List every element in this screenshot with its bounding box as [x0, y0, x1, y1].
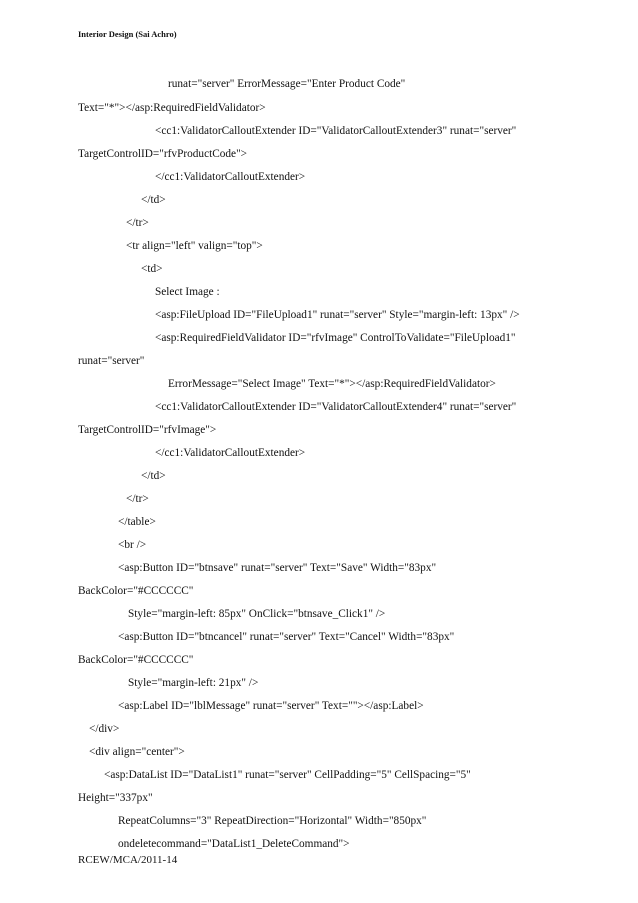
code-line: <asp:FileUpload ID="FileUpload1" runat="server" Style="margin-left: 13px" />: [155, 309, 520, 321]
code-line: RepeatColumns="3" RepeatDirection="Horizontal" Width="850px": [118, 815, 427, 827]
code-line: <cc1:ValidatorCalloutExtender ID="ValidatorCalloutExtender4" runat="server": [155, 401, 517, 413]
code-line: </td>: [141, 194, 166, 206]
code-listing: [78, 0, 598, 903]
code-line: </cc1:ValidatorCalloutExtender>: [155, 171, 306, 183]
code-line: runat="server": [78, 355, 145, 367]
code-line: <td>: [141, 263, 163, 275]
page-footer: RCEW/MCA/2011-14: [78, 854, 178, 866]
code-line: </table>: [118, 516, 156, 528]
code-line: <asp:Button ID="btncancel" runat="server" Text="Cancel" Width="83px": [118, 631, 455, 643]
code-line: Select Image :: [155, 286, 220, 298]
code-line: </tr>: [126, 217, 149, 229]
code-line: Style="margin-left: 85px" OnClick="btnsave_Click1" />: [128, 608, 386, 620]
code-line: <div align="center">: [89, 746, 185, 758]
code-line: TargetControlID="rfvProductCode">: [78, 148, 248, 160]
code-line: ErrorMessage="Select Image" Text="*"></asp:RequiredFieldValidator>: [168, 378, 496, 390]
code-line: <asp:RequiredFieldValidator ID="rfvImage" ControlToValidate="FileUpload1": [155, 332, 516, 344]
code-line: <cc1:ValidatorCalloutExtender ID="ValidatorCalloutExtender3" runat="server": [155, 125, 517, 137]
code-line: <br />: [118, 539, 147, 551]
code-line: <asp:Button ID="btnsave" runat="server" Text="Save" Width="83px": [118, 562, 437, 574]
code-line: Style="margin-left: 21px" />: [128, 677, 259, 689]
code-line: Height="337px": [78, 792, 153, 804]
code-line: BackColor="#CCCCCC": [78, 654, 194, 666]
page-header: Interior Design (Sai Achro): [78, 29, 177, 39]
code-line: TargetControlID="rfvImage">: [78, 424, 217, 436]
code-line: runat="server" ErrorMessage="Enter Product Code": [168, 78, 406, 90]
code-line: <tr align="left" valign="top">: [126, 240, 263, 252]
code-line: <asp:DataList ID="DataList1" runat="server" CellPadding="5" CellSpacing="5": [104, 769, 471, 781]
code-line: BackColor="#CCCCCC": [78, 585, 194, 597]
code-line: Text="*"></asp:RequiredFieldValidator>: [78, 102, 266, 114]
code-line: </div>: [89, 723, 120, 735]
code-line: </cc1:ValidatorCalloutExtender>: [155, 447, 306, 459]
code-line: </td>: [141, 470, 166, 482]
code-line: </tr>: [126, 493, 149, 505]
code-line: <asp:Label ID="lblMessage" runat="server" Text=""></asp:Label>: [118, 700, 424, 712]
code-line: ondeletecommand="DataList1_DeleteCommand">: [118, 838, 350, 850]
